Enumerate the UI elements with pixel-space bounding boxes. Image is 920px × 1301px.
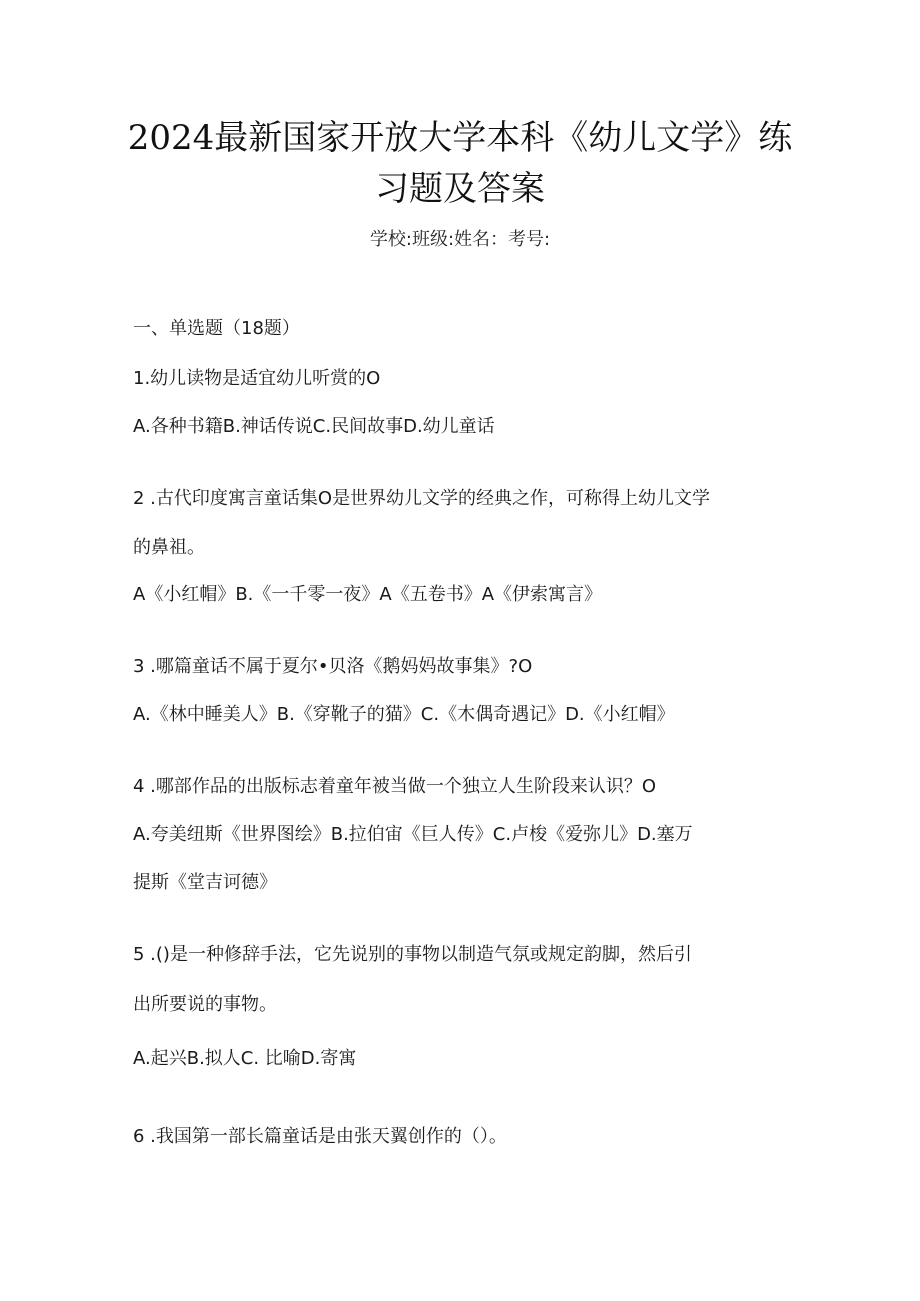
question-3-options: A.《林中睡美人》B.《穿靴子的猫》C.《木偶奇遇记》D.《小红帽》 [133, 704, 675, 725]
question-2-options: A《小红帽》B.《一千零一夜》A《五卷书》A《伊索寓言》 [133, 584, 603, 605]
question-5-options: A.起兴B.拟人C. 比喻D.寄寓 [133, 1048, 357, 1069]
document-title-line-1: 2024最新国家开放大学本科《幼儿文学》练 [127, 118, 793, 158]
question-5-stem-line-2: 出所要说的事物。 [133, 994, 277, 1015]
question-4-options-line-1: A.夸美纽斯《世界图绘》B.拉伯宙《巨人传》C.卢梭《爱弥儿》D.塞万 [133, 824, 693, 845]
question-4-options-line-2: 提斯《堂吉诃德》 [133, 872, 277, 893]
question-2-stem-line-2: 的鼻祖。 [133, 537, 205, 558]
question-1-stem: 1.幼儿读物是适宜幼儿听赏的O [133, 368, 381, 389]
document-title-line-2: 习题及答案 [375, 169, 545, 209]
question-2-stem-line-1: 2 .古代印度寓言童话集O是世界幼儿文学的经典之作，可称得上幼儿文学 [133, 488, 711, 509]
question-4-stem: 4 .哪部作品的出版标志着童年被当做一个独立人生阶段来认识？O [133, 776, 657, 797]
question-6-stem: 6 .我国第一部长篇童话是由张天翼创作的（）。 [133, 1126, 507, 1147]
student-info-line: 学校:班级:姓名：考号: [369, 229, 551, 250]
section-heading: 一、单选题（18题） [133, 318, 300, 339]
question-5-stem-line-1: 5 .()是一种修辞手法，它先说别的事物以制造气氛或规定韵脚，然后引 [133, 944, 692, 965]
question-3-stem: 3 .哪篇童话不属于夏尔•贝洛《鹅妈妈故事集》?O [133, 656, 533, 677]
question-1-options: A.各种书籍B.神话传说C.民间故事D.幼儿童话 [133, 416, 495, 437]
